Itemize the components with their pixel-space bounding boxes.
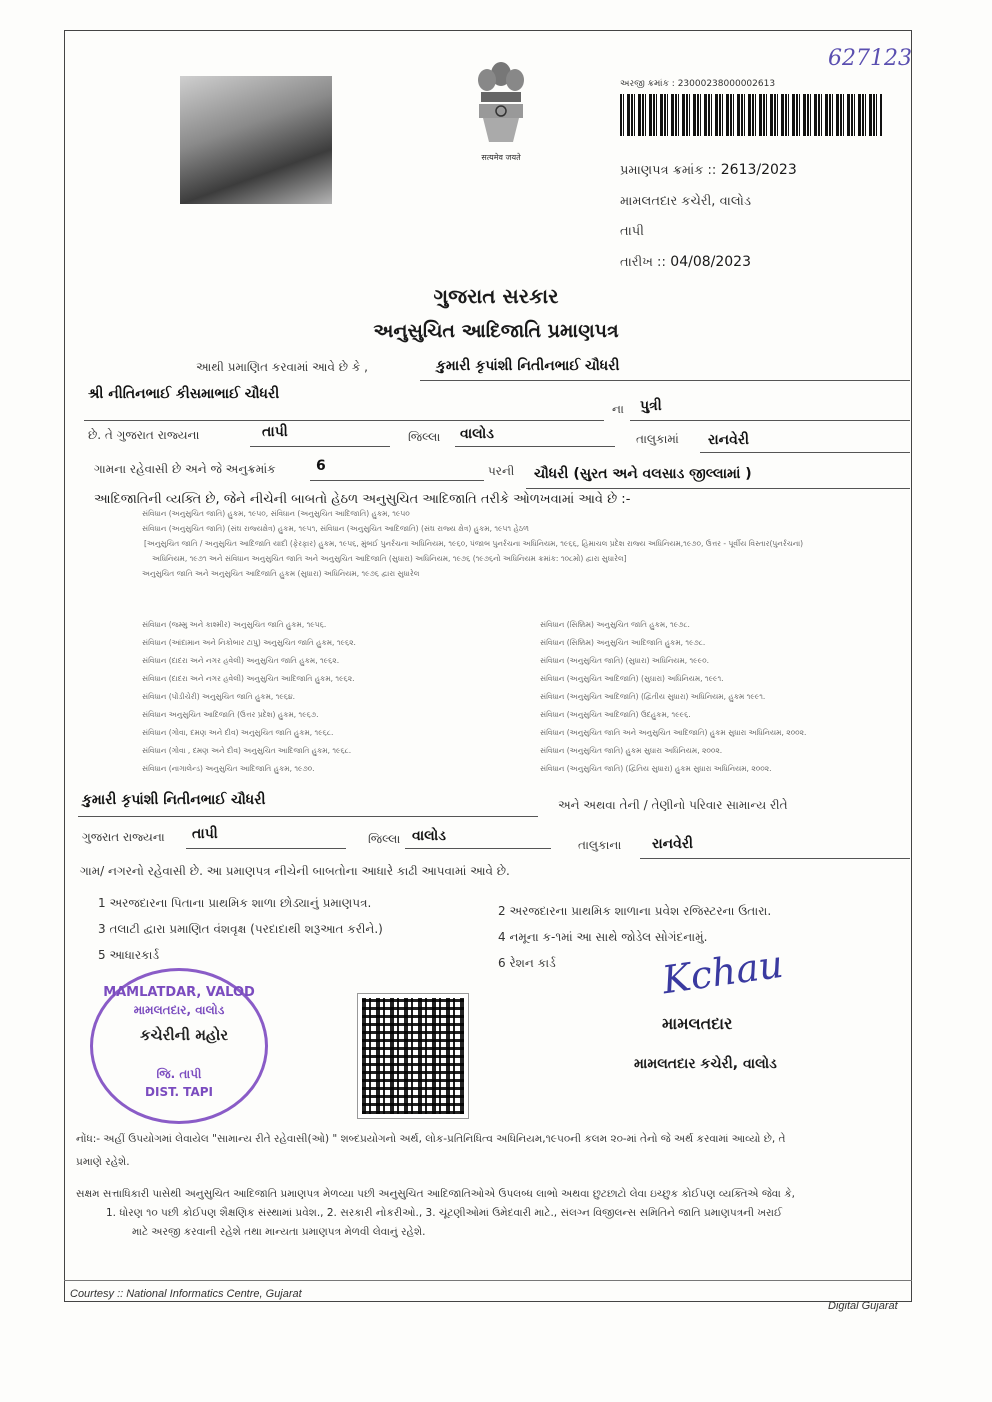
stamp-bottom-gujarati: જિ. તાપી (156, 1067, 202, 1081)
certificate-title: અનુસુચિત આદિજાતિ પ્રમાણપત્ર (373, 320, 619, 342)
note-1-cont: પ્રમાણે રહેશે. (76, 1156, 130, 1168)
taluka-label: તાલુકામાં (636, 432, 679, 446)
note-2-cont: માટે અરજી કરવાની રહેશે તથા માન્યતા પ્રમાણપત્ર મેળવી લેવાનું રહેશે. (132, 1226, 426, 1238)
serial-number: 6 (316, 458, 326, 474)
ashoka-emblem-icon (471, 56, 531, 148)
orders-right-list (540, 616, 910, 778)
certificate-number: 2613/2023 (720, 162, 797, 178)
note-2-items: 1. ધોરણ ૧૦ પછી કોઈપણ શૈક્ષણિક સંસ્થામાં પ્રવેશ., 2. સરકારી નોકરીઓ., 3. ચૂંટણીઓમાં ઉમેદવારી માટે., સંલગ્ન વિજીલન્સ સમિતિને જાતિ પ્રમાણપત્રની ખરાઈ (106, 1207, 783, 1219)
document-item: 2 અરજદારના પ્રાથમિક શાળાના પ્રવેશ રજિસ્ટરના ઉતારા. (498, 904, 772, 918)
taluka-value-2: વાલોડ (412, 828, 446, 844)
family-text: અને અથવા તેની / તેણીનો પરિવાર સામાન્ય રીતે (558, 798, 788, 812)
applicant-name-2: કુમારી કૃપાંશી નિતીનભાઈ ચૌધરી (82, 792, 266, 808)
order-line: સંવિધાન (આંદામાન અને નિકોબાર ટાપુ) અનુસુચિત જાતિ હુકમ, ૧૯૬૨. (142, 638, 356, 647)
barcode (620, 94, 882, 136)
na-label: ના (612, 402, 624, 416)
applicant-photo (180, 76, 332, 204)
applicant-name: કુમારી કૃપાંશી નિતીનભાઈ ચૌધરી (436, 358, 620, 374)
order-line: સંવિધાન (સિક્કિમ) અનુસુચિત જાતિ હુકમ, ૧૯૭૮. (540, 620, 690, 629)
order-line: સંવિધાન (અનુસુચિત જાતિ) હુકમ, ૧૯૫૦, સંવિધાન (અનુસુચિત આદિજાતિ) હુકમ, ૧૯૫૦ (142, 509, 410, 518)
digital-gujarat-text: Digital Gujarat (828, 1300, 898, 1312)
order-line: સંવિધાન (અનુસુચિત જાતિ) (સંઘ રાજ્યક્ષેત્ર) હુકમ, ૧૯૫૧, સંવિધાન (અનુસુચિત આદિજાતિ) (સંઘ રાજ્ય ક્ષેત્ર) હુકમ, ૧૯૫૧ હેઠળ (142, 524, 530, 533)
order-line: [અનુસુચિત જાતિ / અનુસુચિત આદિજાતિ યાદી (ફેરફાર) હુકમ, ૧૯૫૬, મુંબઈ પુનર્રચના અધિનિયમ, ૧૯૬૦, પંજાબ પુનર્રચના અધિનિયમ, ૧૯૬૬, હિમાચલ પ્રદેશ રાજ્ય અધિનિયમ,૧૯૭૦, ઉત્તર - પૂર્વીય વિસ્તાર(પુનર્રચના) (144, 539, 804, 548)
stamp-outer-text: MAMLATDAR, VALOD (103, 985, 255, 1000)
recognized-text: આદિજાતિની વ્યક્તિ છે, જેને નીચેની બાબતો હેઠળ અનુસુચિત આદિજાતિ તરીકે ઓળખવામાં આવે છે :- (94, 492, 631, 507)
signatory-office: મામલતદાર કચેરી, વાલોડ (634, 1056, 777, 1072)
father-name: શ્રી નીતિનભાઈ કીસમાભાઈ ચૌધરી (88, 386, 280, 402)
relation: પુત્રી (640, 398, 662, 414)
issue-date: 04/08/2023 (670, 254, 751, 270)
order-line: સંવિધાન (ગોવા , દમણ અને દીવ) અનુસુચિત આદિજાતિ હુકમ, ૧૯૬૮. (142, 746, 352, 755)
order-line: સંવિધાન અનુસુચિત આદિજાતિ (ઉત્તર પ્રદેશ) હુકમ, ૧૯૬૭. (142, 710, 319, 719)
signature: Kchau (659, 941, 786, 1003)
order-line: સંવિધાન (અનુસુચિત જાતિ) (સુધારા) અધિનિયમ, ૧૯૯૦. (540, 656, 709, 665)
state-emblem (462, 56, 540, 166)
order-line: સંવિધાન (સિક્કિમ) અનુસુચિત આદિજાતિ હુકમ, ૧૯૭૮. (540, 638, 706, 647)
basis-text: ગામ/ નગરનો રહેવાસી છે. આ પ્રમાણપત્ર નીચેની બાબતોના આધારે કાઢી આપવામાં આવે છે. (80, 864, 510, 878)
order-line: સંવિધાન (દાદરા અને નગર હવેલી) અનુસુચિત આદિજાતિ હુકમ, ૧૯૬૨. (142, 674, 355, 683)
par-label: પરની (488, 464, 515, 478)
order-line: સંવિધાન (અનુસુચિત જાતિ) હુકમ સુધારા અધિનિયમ, ૨૦૦૨. (540, 746, 723, 755)
district-name: તાપી (620, 224, 644, 239)
certificate-number-label: પ્રમાણપત્ર ક્રમાંક :: (620, 163, 717, 178)
courtesy-text: Courtesy :: National Informatics Centre, Gujarat (70, 1288, 302, 1300)
district-label: જિલ્લા (408, 430, 441, 444)
order-line: સંવિધાન (અનુસુચિત જાતિ અને અનુસુચિત આદિજાતિ) હુકમ સુધારા અધિનિયમ, ૨૦૦૨. (540, 728, 807, 737)
order-line: સંવિધાન (જમ્મુ અને કાશ્મીર) અનુસુચિત જાતિ હુકમ, ૧૯૫૬. (142, 620, 327, 629)
order-line: સંવિધાન (પોંડીચેરી) અનુસુચિત જાતિ હુકમ, ૧૯૬૪. (142, 692, 296, 701)
document-item: 1 અરજદારના પિતાના પ્રાથમિક શાળા છોડ્યાનું પ્રમાણપત્ર. (98, 896, 372, 910)
district-value: તાપી (262, 424, 288, 440)
stamp-inner-text: મામલતદાર, વાલોડ (133, 1003, 225, 1017)
handwritten-number: 627123 (828, 46, 912, 71)
emblem-motto: सत्यमेव जयते (481, 153, 521, 162)
order-line: સંવિધાન (ગોવા, દમણ અને દીવ) અનુસુચિત જાતિ હુકમ, ૧૯૬૮. (142, 728, 334, 737)
village-value-2: રાનવેરી (652, 836, 694, 852)
state-label-2: ગુજરાત રાજ્યના (82, 830, 165, 844)
application-number: અરજી ક્રમાંક : 23000238000002613 (620, 79, 776, 89)
orders-top-list (142, 506, 882, 581)
order-line: સંવિધાન (નાગાલેન્ડ) અનુસુચિત આદિજાતિ હુકમ, ૧૯૭૦. (142, 764, 315, 773)
order-line: સંવિધાન (દાદરા અને નગર હવેલી) અનુસુચિત જાતિ હુકમ, ૧૯૬૨. (142, 656, 340, 665)
order-line: સંવિધાન (અનુસુચિત આદિજાતિ) (દ્વિતીય સુધારા) અધિનિયમ, હુકમ ૧૯૯૧. (540, 692, 766, 701)
tribe-name: ચૌધરી (સુરત અને વલસાડ જીલ્લામાં ) (534, 466, 752, 482)
orders-left-list (142, 616, 522, 778)
date-label: તારીખ :: (620, 255, 666, 270)
date-row (620, 254, 751, 270)
document-item: 3 તલાટી દ્વારા પ્રમાણિત વંશવૃક્ષ (પરદાદાથી શરૂઆત કરીને.) (98, 922, 383, 936)
document-item: 5 આધારકાર્ડ (98, 948, 160, 962)
certify-intro: આથી પ્રમાણિત કરવામાં આવે છે કે , (196, 360, 368, 374)
office-name: મામલતદાર કચેરી, વાલોડ (620, 194, 752, 209)
resident-label: ગામના રહેવાસી છે અને જે અનુક્રમાંક (94, 462, 276, 476)
taluka-label-2: તાલુકાના (578, 838, 622, 852)
document-item: 6 રેશન કાર્ડ (498, 956, 556, 970)
office-seal-label: કચેરીની મહોર (140, 1026, 229, 1044)
order-line: અધિનિયમ, ૧૯૭૧ અને સંવિધાન અનુસુચિત જાતિ અને અનુસુચિત આદિજાતિ (સુધારા) અધિનિયમ, ૧૯૭૬ (૧૯૭૬નો અધિનિયમ ક્રમાંક: ૧૦૮મો) દ્વારા સુધારેલ] (152, 554, 627, 563)
note-1: નોંધ:- અહીં ઉપયોગમાં લેવાયેલ "સામાન્ય રીતે રહેવાસી(ઓ) " શબ્દપ્રયોગનો અર્થ, લોક-પ્રતિનિધિત્વ અધિનિયમ,૧૯૫૦ની કલમ ૨૦-માં તેનો જે અર્થ કરવામાં આવ્યો છે, તે (76, 1133, 786, 1145)
state-label: છે. તે ગુજરાત રાજ્યના (88, 428, 200, 442)
district-label-2: જિલ્લા (368, 832, 401, 846)
signatory-title: મામલતદાર (662, 1014, 733, 1033)
village-value: રાનવેરી (708, 432, 750, 448)
stamp-bottom-english: DIST. TAPI (145, 1085, 213, 1099)
government-title: ગુજરાત સરકાર (433, 284, 559, 308)
document-item: 4 નમૂના ક-૧માં આ સાથે જોડેલ સોગંદનામું. (498, 930, 708, 944)
order-line: સંવિધાન (અનુસુચિત જાતિ) (દ્વિતિય સુધારા) હુકમ સુધારા અધિનિયમ, ૨૦૦૨. (540, 764, 772, 773)
district-value-2: તાપી (192, 826, 218, 842)
order-line: અનુસુચિત જાતિ અને અનુસુચિત આદિજાતિ હુકમ (સુધારા) અધિનિયમ, ૧૯૭૬ દ્વારા સુધારેલ (142, 569, 420, 578)
official-stamp (90, 968, 268, 1124)
certificate-number-row (620, 162, 797, 178)
taluka-value: વાલોડ (460, 426, 494, 442)
order-line: સંવિધાન (અનુસુચિત આદિજાતિ) ઉદહુકમ, ૧૯૯૬. (540, 710, 691, 719)
note-2: સક્ષમ સત્તાધિકારી પાસેથી અનુસુચિત આદિજાતિ પ્રમાણપત્ર મેળવ્યા પછી અનુસુચિત આદિજાતિઓએ ઉપલબ્ધ લાભો અથવા છુટછાટો લેવા ઇચ્છુક કોઈપણ વ્યક્તિએ જેવા કે, (76, 1188, 795, 1200)
order-line: સંવિધાન (અનુસુચિત આદિજાતિ) (સુધારા) અધિનિયમ, ૧૯૯૧. (540, 674, 724, 683)
qr-code (358, 994, 468, 1118)
